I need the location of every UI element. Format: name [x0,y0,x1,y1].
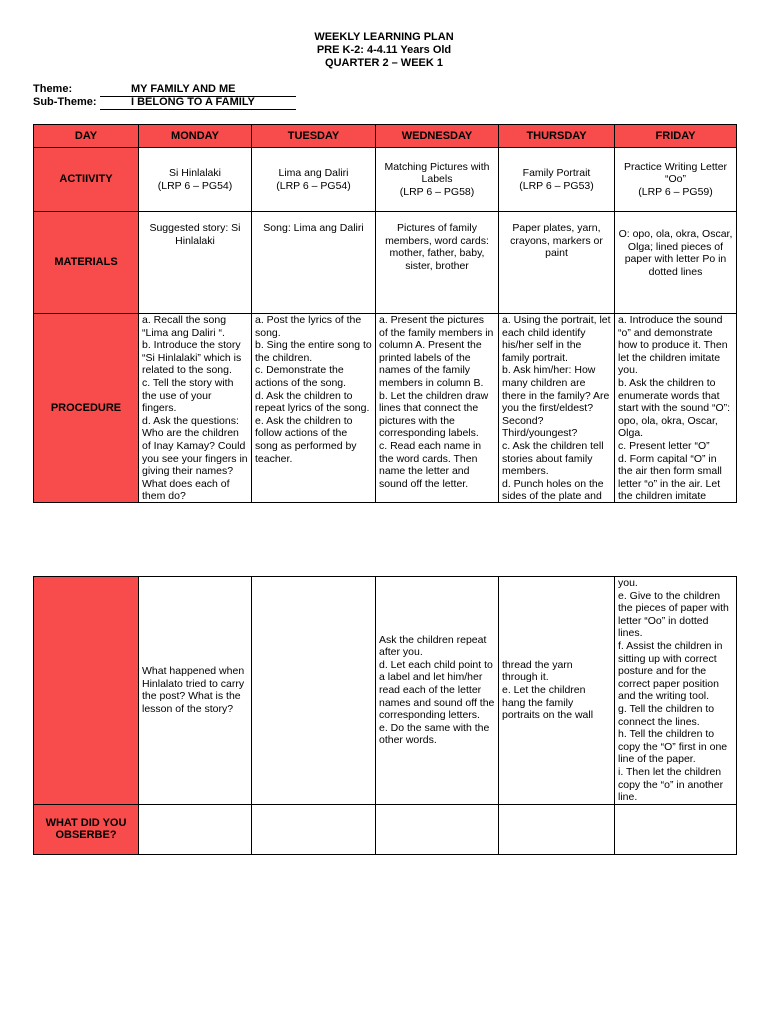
procedure-text-wednesday: a. Present the pictures of the family members in column A. Present the printed labels of the names of the family members in column B. b. Let the children draw lines that connect the pictures with the corresponding labels. c. Read each name in the word cards. Then name the letter and sound off the letter. [379,314,494,490]
continued-text-wednesday: Ask the children repeat after you. d. Let each child point to a label and let him/her read each of the letter names and sound off the corresponding letters. e. Do the same with the other words. [379,633,495,747]
subtheme-value-field [100,96,296,110]
procedure-text-thursday: a. Using the portrait, let each child identify his/her self in the family portrait. b. Ask him/her: How many children are there in the family? Are you the first/eldest? Second? Third/youngest? c. Ask the children tell stories about family members. d. Punch holes on the sides of the plate and [502,314,611,503]
procedure-cell-thursday [499,314,615,503]
continued-cell-tuesday [252,577,376,805]
materials-cell-friday: O: opo, ola, okra, Oscar, Olga; lined pieces of paper with letter Po in dotted lines [615,212,737,314]
continued-text-thursday: thread the yarn through it. e. Let the children hang the family portraits on the wall [502,658,594,722]
doc-title: WEEKLY LEARNING PLAN [314,31,454,43]
continued-cell-thursday [499,577,615,805]
activity-label: ACTIIVITY [34,148,139,212]
continued-text-monday: What happened when Hinlalato tried to carry the post? What is the lesson of the story? [142,665,248,715]
subtheme-label: Sub-Theme: [33,96,97,108]
materials-row [34,212,737,314]
procedure-continued-row [34,577,737,805]
observe-label: WHAT DID YOU OBSERBE? [34,804,139,854]
materials-cell-tuesday: Song: Lima ang Daliri [252,212,376,314]
materials-cell-wednesday: Pictures of family members, word cards: mother, father, baby, sister, brother [376,212,499,314]
continued-text-friday: you. e. Give to the children the pieces of paper with letter “Oo” in dotted lines. f. Assist the children in sitting up with correct posture and for the correct paper position and the writing tool. g. Tell the children to connect the lines. h. Tell the children to copy the “O” first in one line of the paper. i. Then let the children copy the “o” in another line. [618,577,729,804]
materials-label: MATERIALS [34,212,139,314]
observe-row [34,804,737,854]
procedure-cell-friday [615,314,737,503]
theme-row [33,83,303,96]
theme-value: MY FAMILY AND ME [131,83,236,95]
day-tuesday: TUESDAY [252,125,376,148]
subtheme-value: I BELONG TO A FAMILY [131,96,255,108]
day-header-row [34,125,737,148]
weekly-plan-table-continued [33,576,737,855]
continued-cell-friday [615,577,737,805]
theme-value-field [100,83,296,97]
day-wednesday: WEDNESDAY [376,125,499,148]
continued-cell-monday [139,577,252,805]
activity-cell-wednesday: Matching Pictures with Labels (LRP 6 – PG58) [376,148,499,212]
procedure-cell-wednesday [376,314,499,503]
procedure-cell-monday [139,314,252,503]
continued-cell-wednesday [376,577,499,805]
materials-cell-monday: Suggested story: Si Hinlalaki [139,212,252,314]
activity-row [34,148,737,212]
procedure-cell-tuesday [252,314,376,503]
day-thursday: THURSDAY [499,125,615,148]
day-monday: MONDAY [139,125,252,148]
doc-subtitle-quarter: QUARTER 2 – WEEK 1 [325,57,443,69]
weekly-plan-table [33,124,737,503]
observe-cell-thursday [499,804,615,854]
procedure-row [34,314,737,503]
day-friday: FRIDAY [615,125,737,148]
theme-label: Theme: [33,83,73,95]
observe-cell-wednesday [376,804,499,854]
observe-cell-monday [139,804,252,854]
materials-cell-thursday: Paper plates, yarn, crayons, markers or paint [499,212,615,314]
procedure-label: PROCEDURE [34,314,139,503]
activity-cell-friday: Practice Writing Letter “Oo” (LRP 6 – PG59) [615,148,737,212]
day-header-cell: DAY [34,125,139,148]
observe-cell-tuesday [252,804,376,854]
observe-cell-friday [615,804,737,854]
procedure-continued-label [34,577,139,805]
procedure-text-monday: a. Recall the song “Lima ang Daliri “. b. Introduce the story “Si Hinlalaki” which is related to the song. c. Tell the story with the use of your fingers. d. Ask the questions: Who are the children of Inay Kamay? Could you see your fingers in giving their names? What does each of them do? [142,314,248,503]
document-header [0,31,768,70]
activity-cell-thursday: Family Portrait (LRP 6 – PG53) [499,148,615,212]
doc-subtitle-grade: PRE K-2: 4-4.11 Years Old [316,44,452,56]
subtheme-row [33,96,303,109]
procedure-text-tuesday: a. Post the lyrics of the song. b. Sing the entire song to the children. c. Demonstrate the actions of the song. d. Ask the children to repeat lyrics of the song. e. Ask the children to follow actions of the song as performed by teacher. [255,314,372,465]
activity-cell-tuesday: Lima ang Daliri (LRP 6 – PG54) [252,148,376,212]
activity-cell-monday: Si Hinlalaki (LRP 6 – PG54) [139,148,252,212]
procedure-text-friday: a. Introduce the sound “o” and demonstrate how to produce it. Then let the children imitate you. b. Ask the children to enumerate words that start with the sound “O”: opo, ola, okra, Oscar, Olga. c. Present letter “O” d. Form capital “O” in the air then form small letter “o” in the air. Let the children imitate [618,314,731,503]
